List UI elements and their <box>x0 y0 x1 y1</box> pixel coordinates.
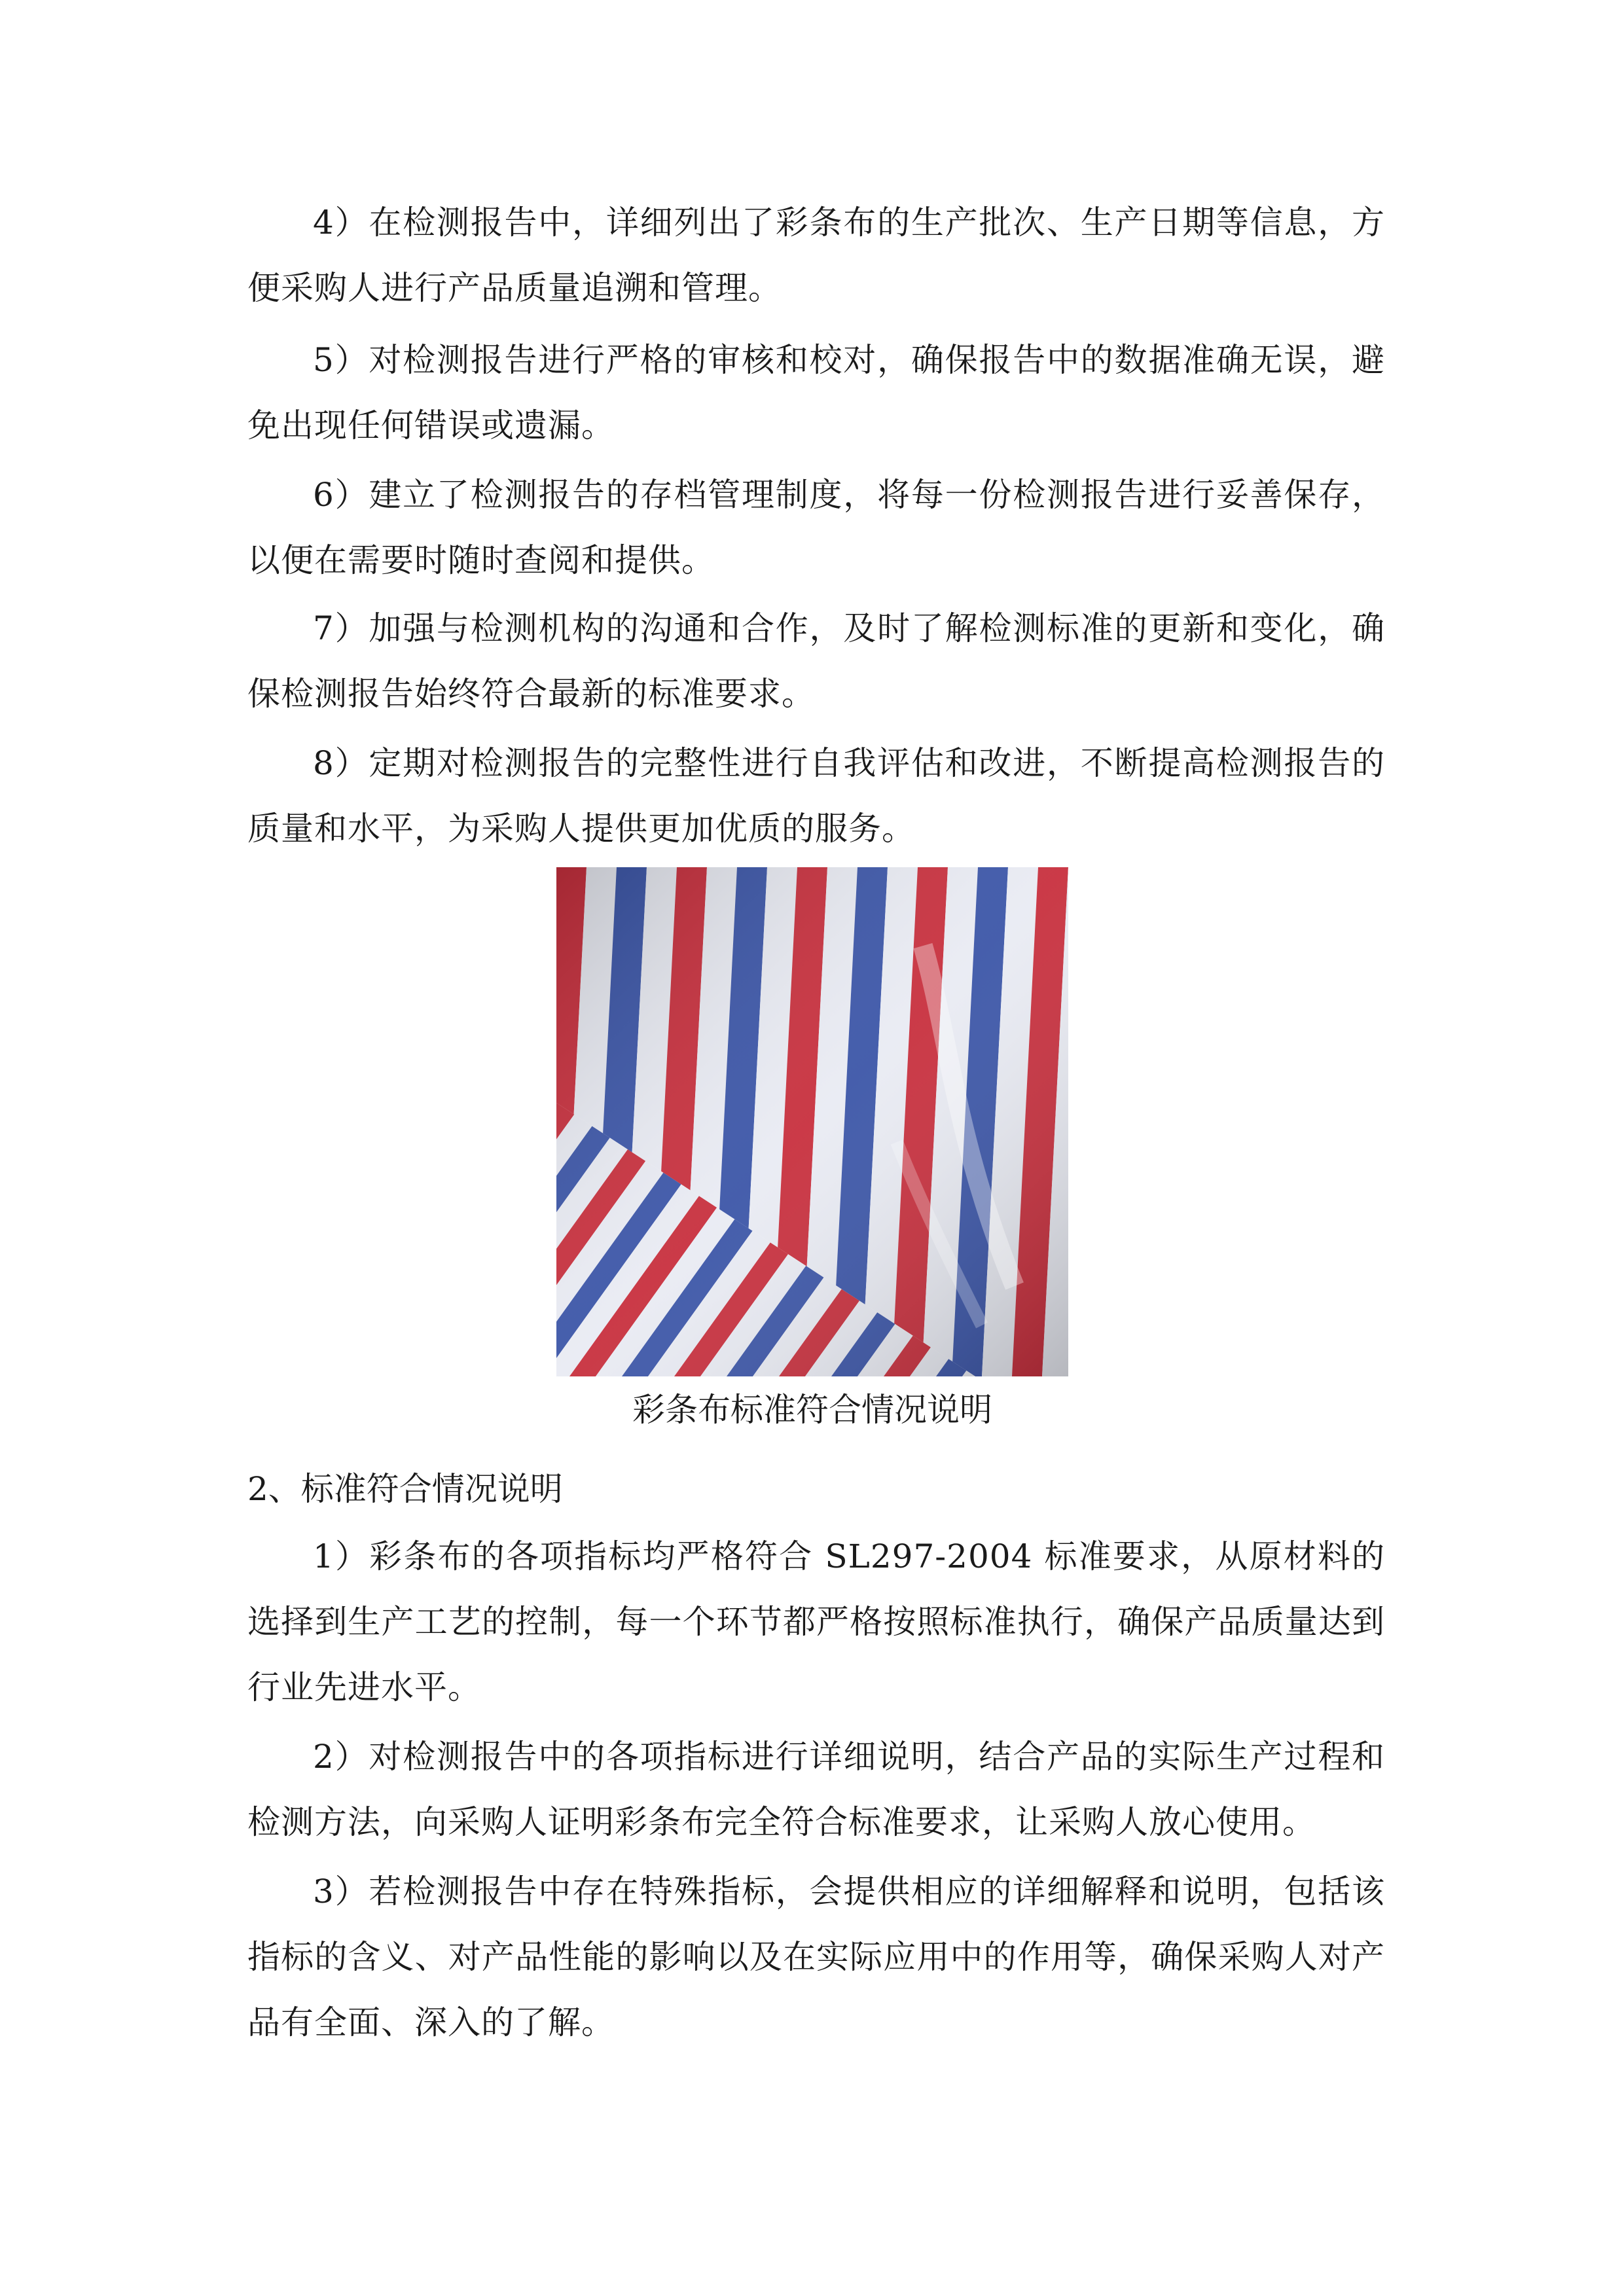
figure-caption: 彩条布标准符合情况说明 <box>632 1391 992 1429</box>
striped-tarp-photo <box>556 867 1068 1376</box>
paragraph-item-7: 7）加强与检测机构的沟通和合作，及时了解检测标准的更新和变化，确保检测报告始终符合最新的标准要求。 <box>247 609 1385 713</box>
paragraph-item-8: 8）定期对检测报告的完整性进行自我评估和改进，不断提高检测报告的质量和水平，为采购人提供更加优质的服务。 <box>247 744 1385 848</box>
paragraph-item-5: 5）对检测报告进行严格的审核和校对，确保报告中的数据准确无误，避免出现任何错误或遗漏。 <box>247 341 1385 444</box>
section-paragraph-2: 2）对检测报告中的各项指标进行详细说明，结合产品的实际生产过程和检测方法，向采购人证明彩条布完全符合标准要求，让采购人放心使用。 <box>247 1738 1385 1841</box>
section-paragraph-3: 3）若检测报告中存在特殊指标，会提供相应的详细解释和说明，包括该指标的含义、对产品性能的影响以及在实际应用中的作用等，确保采购人对产品有全面、深入的了解。 <box>247 1873 1385 2041</box>
section-paragraph-1: 1）彩条布的各项指标均严格符合 SL297-2004 标准要求，从原材料的选择到生产工艺的控制，每一个环节都严格按照标准执行，确保产品质量达到行业先进水平。 <box>247 1537 1385 1706</box>
paragraph-item-6: 6）建立了检测报告的存档管理制度，将每一份检测报告进行妥善保存，以便在需要时随时查阅和提供。 <box>247 476 1385 579</box>
section-heading: 2、标准符合情况说明 <box>247 1470 563 1508</box>
tarp-image <box>556 867 1068 1376</box>
paragraph-item-4: 4）在检测报告中，详细列出了彩条布的生产批次、生产日期等信息，方便采购人进行产品质量追溯和管理。 <box>247 204 1385 307</box>
